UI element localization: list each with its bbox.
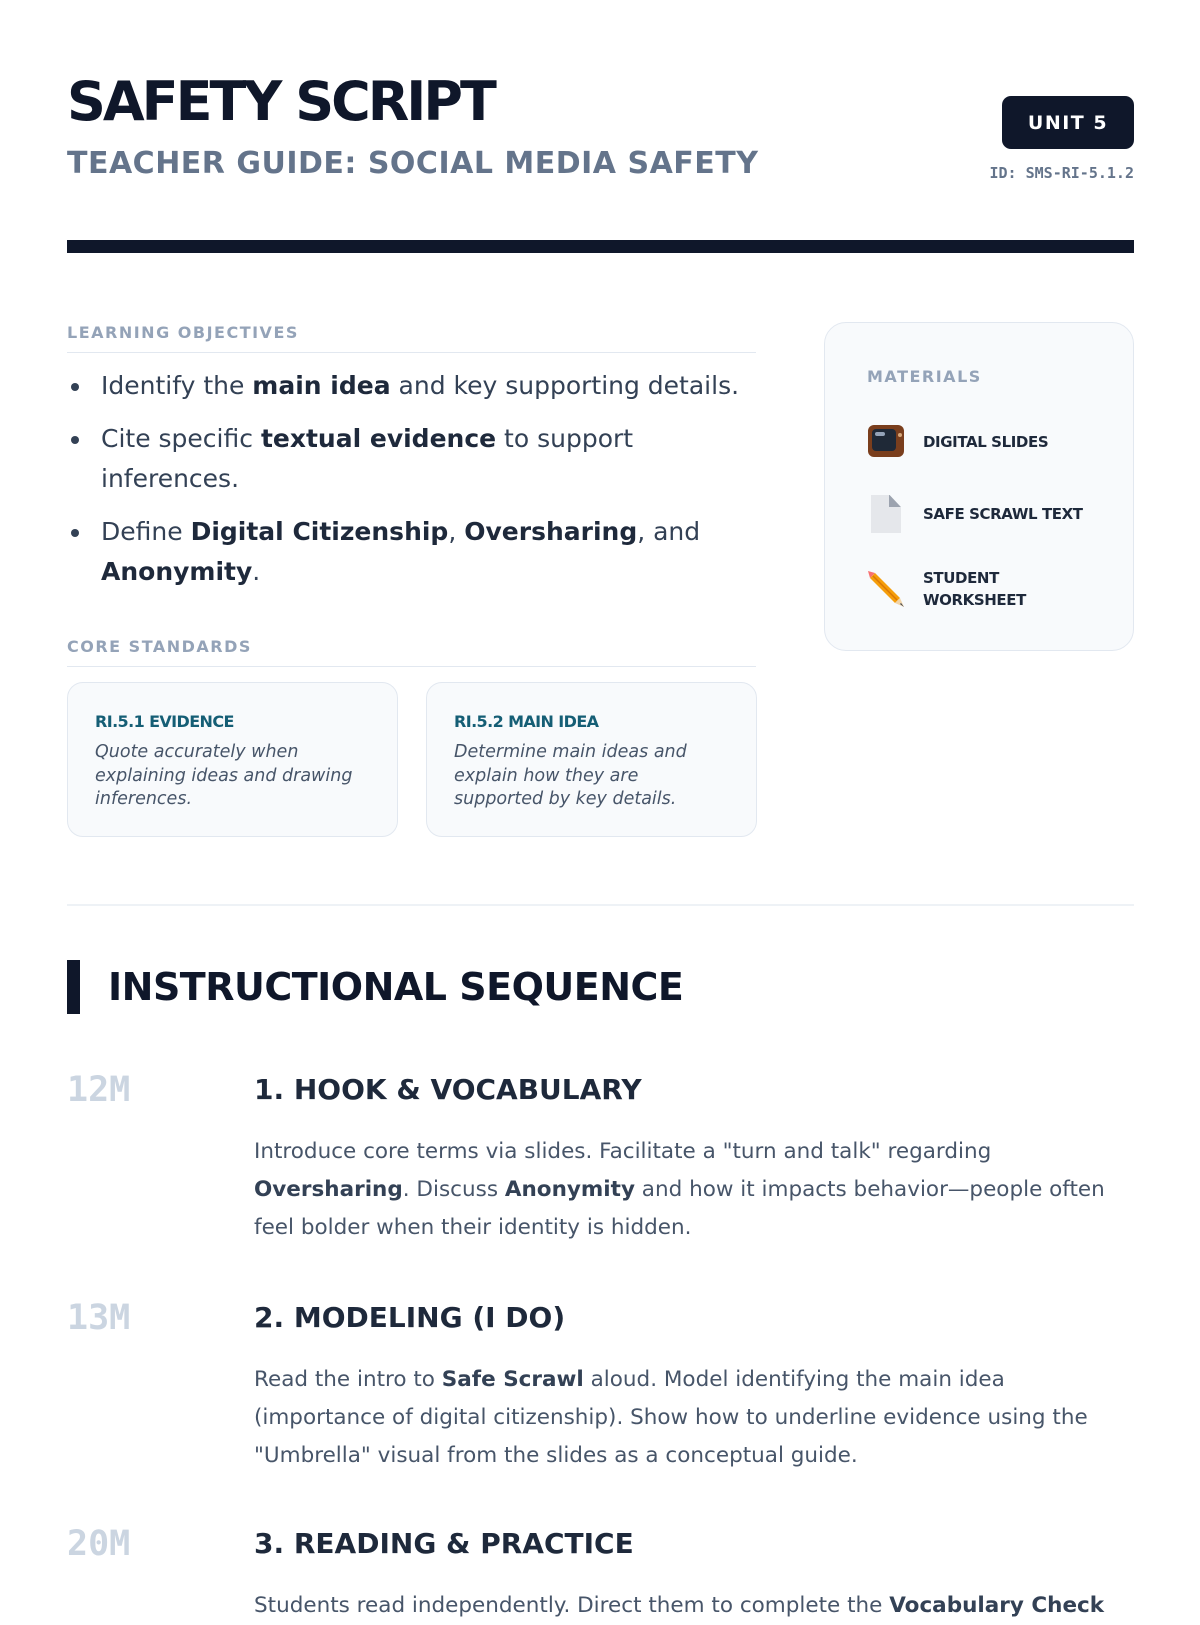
standard-description: Determine main ideas and explain how they are supported by key details. bbox=[454, 742, 687, 809]
section-divider bbox=[67, 904, 1134, 906]
sequence-title: INSTRUCTIONAL SEQUENCE bbox=[108, 965, 684, 1009]
bullet-icon bbox=[71, 529, 79, 537]
standard-description: Quote accurately when explaining ideas and drawing inferences. bbox=[95, 742, 353, 809]
standard-code: RI.5.1 EVIDENCE bbox=[95, 712, 234, 731]
step-keyword: Vocabulary Check bbox=[889, 1593, 1105, 1618]
step-description bbox=[254, 1587, 1134, 1625]
step-text: Students read independently. Direct them to complete the bbox=[254, 1593, 890, 1618]
document-icon bbox=[867, 495, 905, 533]
material-label: STUDENT WORKSHEET bbox=[923, 569, 1026, 609]
material-item-student-worksheet bbox=[867, 567, 1107, 611]
step-title: 3. READING & PRACTICE bbox=[254, 1527, 634, 1560]
step-text: . Discuss bbox=[402, 1177, 505, 1202]
step-description bbox=[254, 1133, 1134, 1247]
objectives-rule bbox=[67, 352, 756, 353]
pencil-icon bbox=[867, 570, 905, 608]
objective-keyword: Digital Citizenship bbox=[190, 517, 449, 546]
material-item-safe-scrawl-text bbox=[867, 495, 1107, 533]
step-title: 1. HOOK & VOCABULARY bbox=[254, 1073, 642, 1106]
step-duration: 20M bbox=[67, 1524, 131, 1564]
bullet-icon bbox=[71, 383, 79, 391]
standard-card-ri-5-1 bbox=[67, 682, 398, 837]
objective-item bbox=[67, 366, 756, 406]
material-label: SAFE SCRAWL TEXT bbox=[923, 505, 1083, 523]
unit-badge: UNIT 5 bbox=[1002, 96, 1134, 149]
objective-item bbox=[67, 419, 756, 499]
material-item-digital-slides bbox=[867, 423, 1107, 461]
page-header bbox=[67, 72, 1134, 192]
objective-text: to support inferences. bbox=[101, 424, 634, 493]
objective-keyword: textual evidence bbox=[260, 424, 497, 453]
materials-label: MATERIALS bbox=[867, 367, 982, 386]
objective-text: , and bbox=[637, 517, 701, 546]
header-divider bbox=[67, 240, 1134, 253]
step-keyword: Safe Scrawl bbox=[441, 1367, 584, 1392]
document-id: ID: SMS-RI-5.1.2 bbox=[989, 164, 1134, 182]
objective-text: . bbox=[252, 557, 261, 586]
objective-item bbox=[67, 512, 756, 592]
standard-code: RI.5.2 MAIN IDEA bbox=[454, 712, 599, 731]
step-duration: 13M bbox=[67, 1298, 131, 1338]
bullet-icon bbox=[71, 436, 79, 444]
step-text: Read the intro to bbox=[254, 1367, 442, 1392]
objective-keyword: Anonymity bbox=[101, 557, 253, 586]
page-subtitle: TEACHER GUIDE: SOCIAL MEDIA SAFETY bbox=[67, 146, 759, 181]
objective-text: Identify the bbox=[101, 371, 253, 400]
step-keyword: Oversharing bbox=[254, 1177, 403, 1202]
step-keyword: Anonymity bbox=[504, 1177, 635, 1202]
objectives-list bbox=[67, 366, 756, 605]
material-label: DIGITAL SLIDES bbox=[923, 433, 1049, 451]
step-text: Introduce core terms via slides. Facilitate a "turn and talk" regarding bbox=[254, 1139, 992, 1164]
standards-label: CORE STANDARDS bbox=[67, 637, 252, 656]
objective-text: Cite specific bbox=[101, 424, 261, 453]
standards-rule bbox=[67, 666, 756, 667]
step-text: aloud. Model identifying the main idea (importance of digital citizenship). Show how to underline evidence using the "Umbrella" visual from the slides as a conceptual guide. bbox=[254, 1367, 1088, 1468]
television-icon bbox=[867, 423, 905, 461]
section-accent-bar bbox=[67, 960, 80, 1014]
standard-card-ri-5-2 bbox=[426, 682, 757, 837]
objective-text: , bbox=[448, 517, 465, 546]
step-title: 2. MODELING (I DO) bbox=[254, 1301, 566, 1334]
step-duration: 12M bbox=[67, 1070, 131, 1110]
objective-text: Define bbox=[101, 517, 191, 546]
step-text: and how it impacts behavior—people often feel bolder when their identity is hidden. bbox=[254, 1177, 1105, 1240]
step-description bbox=[254, 1361, 1134, 1475]
objective-keyword: Oversharing bbox=[464, 517, 638, 546]
objective-keyword: main idea bbox=[252, 371, 391, 400]
materials-panel bbox=[824, 322, 1134, 651]
objectives-label: LEARNING OBJECTIVES bbox=[67, 323, 299, 342]
objective-text: and key supporting details. bbox=[390, 371, 740, 400]
page-title: SAFETY SCRIPT bbox=[67, 70, 494, 133]
